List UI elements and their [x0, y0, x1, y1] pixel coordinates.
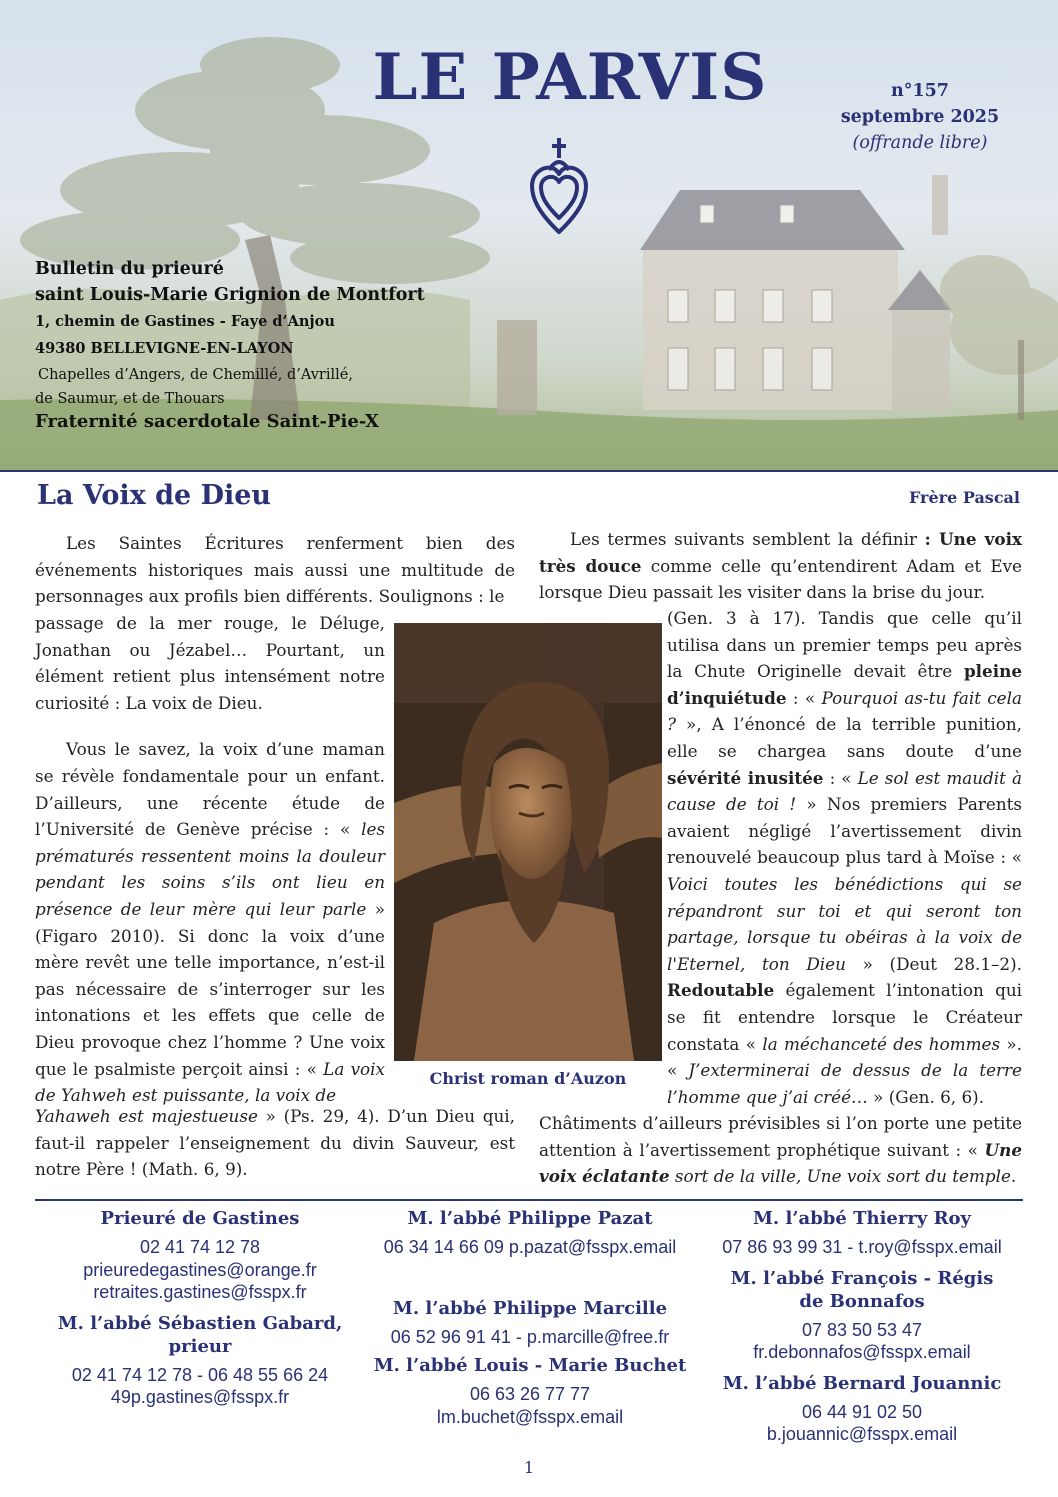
sacred-heart-icon — [528, 136, 590, 236]
article-text-left-top: Les Saintes Écritures renferment bien des événements historiques mais aussi une multitude de personnages aux profils bien différents. Soulignons : le — [35, 533, 515, 607]
christ-statue-photo — [394, 623, 662, 1061]
roy-contact: 07 86 93 99 31 - t.roy@fsspx.email — [722, 1237, 1002, 1257]
article-text-right-middle: (Gen. 3 à 17). Tandis que celle qu’il utilisa dans un premier temps peu après la Chute Originelle devait être pleine d’inquiétude : « Pourquoi as-tu fait cela ? », A l’énoncé de la terrible punition, elle se chargea sans doute d’une sévérité inusitée : « Le sol est maudit à cause de toi ! » Nos premiers Parents avaient négligé l’avertissement divin renouvelé beaucoup plus tard à Moïse : « Voici toutes les bénédictions qui se répandront sur toi et qui seront ton partage, lorsque tu obéiras à la voix de l'Eternel, ton Dieu » (Deut 28.1–2). Redoutable également l’intonation qui se fit entendre lorsque le Créateur constata « la méchanceté des hommes ». « J’exterminerai de dessus de la terre l’homme que j’ai créé… » (Gen. 6, 6). — [667, 608, 1023, 1107]
priory-name: Prieuré de Gastines — [100, 1208, 300, 1229]
prior-title: prieur — [168, 1335, 232, 1357]
pazat-contact: 06 34 14 66 09 p.pazat@fsspx.email — [383, 1237, 677, 1257]
issue-info — [835, 78, 1005, 156]
chapels-line-1: Chapelles d’Angers, de Chemillé, d’Avrillé, — [38, 367, 353, 383]
prior-phones: 02 41 74 12 78 - 06 48 55 66 24 — [71, 1364, 329, 1385]
address-line-1: Bulletin du prieuré — [35, 259, 224, 279]
article-text-left-bottom: Yahaweh est majestueuse » (Ps. 29, 4). D’un Dieu qui, faut-il rappeler l’enseignement du divin Sauveur, est notre Père ! (Math. 6, 9). — [35, 1106, 515, 1180]
contacts-column-3 — [697, 1207, 1027, 1446]
issue-date: septembre 2025 — [840, 107, 1000, 127]
address-city: 49380 BELLEVIGNE-EN-LAYON — [35, 340, 294, 357]
buchet-phone: 06 63 26 77 77 — [469, 1384, 591, 1404]
jouannic-name: M. l’abbé Bernard Jouannic — [722, 1372, 1002, 1394]
address-street: 1, chemin de Gastines - Faye d’Anjou — [35, 313, 335, 330]
jouannic-email: b.jouannic@fsspx.email — [766, 1424, 958, 1444]
article-text-right-top: Les termes suivants semblent la définir : Une voix très douce comme celle qu’entendirent Adam et Eve lorsque Dieu passait les visiter dans la brise du jour. — [539, 529, 1022, 603]
bonnafos-name-1: M. l’abbé François - Régis — [730, 1267, 994, 1289]
marcille-name: M. l’abbé Philippe Marcille — [392, 1297, 668, 1319]
priory-address — [35, 256, 425, 434]
article-text-right-bottom: Châtiments d’ailleurs prévisibles si l’on porte une petite attention à l’avertissement prophétique suivant : « Une voix éclatante sort de la ville, Une voix sort du temple. — [539, 1113, 1022, 1187]
address-line-2: saint Louis-Marie Grignion de Montfort — [35, 285, 425, 305]
article-text-left-middle: passage de la mer rouge, le Déluge, Jonathan ou Jézabel… Pourtant, un élément retient plus intensément notre curiosité : La voix de Dieu. Vous le savez, la voix d’une maman se révèle fondamentale pour un enfant. D’ailleurs, une récente étude de l’Université de Genève précise : « les prématurés ressentent moins la douleur pendant les soins s’ils ont lieu en présence de leur mère qui leur parle » (Figaro 2010). Si donc la voix d’une mère revêt une telle importance, n’est-il pas nécessaire de s’interroger sur les intonations et les effets que celle de Dieu provoque chez l’homme ? Une voix que le psalmiste perçoit ainsi : « La voix de Yahweh est puissante, la voix de — [35, 613, 386, 1106]
chapels-line-2: de Saumur, et de Thouars — [35, 391, 225, 407]
photo-caption: Christ roman d’Auzon — [429, 1069, 627, 1088]
jouannic-phone: 06 44 91 02 50 — [801, 1401, 923, 1422]
roy-name: M. l’abbé Thierry Roy — [752, 1208, 971, 1229]
issue-number: n°157 — [890, 81, 949, 101]
article-title: La Voix de Dieu — [37, 480, 272, 511]
article-author: Frère Pascal — [908, 488, 1020, 507]
buchet-email: lm.buchet@fsspx.email — [436, 1406, 624, 1427]
priory-phone: 02 41 74 12 78 — [139, 1237, 261, 1257]
bonnafos-phone: 07 83 50 53 47 — [801, 1319, 923, 1340]
marcille-contact: 06 52 96 91 41 - p.marcille@free.fr — [390, 1326, 670, 1347]
contacts-column-2 — [362, 1207, 698, 1428]
price-note: (offrande libre) — [852, 133, 988, 153]
header-rule — [0, 470, 1058, 472]
prior-email: 49p.gastines@fsspx.fr — [110, 1387, 290, 1407]
contacts-column-1 — [35, 1207, 365, 1417]
pazat-name: M. l’abbé Philippe Pazat — [407, 1208, 653, 1229]
priory-email-2: retraites.gastines@fsspx.fr — [93, 1282, 307, 1302]
bonnafos-name-2: de Bonnafos — [799, 1290, 925, 1312]
prior-name: M. l’abbé Sébastien Gabard, — [57, 1312, 343, 1334]
page-number: 1 — [523, 1458, 535, 1477]
buchet-name: M. l’abbé Louis - Marie Buchet — [373, 1355, 687, 1376]
masthead-title: LE PARVIS — [372, 40, 768, 115]
masthead — [0, 0, 1058, 470]
footer-rule — [35, 1199, 1023, 1201]
priory-email-1: prieuredegastines@orange.fr — [83, 1259, 317, 1280]
bonnafos-email: fr.debonnafos@fsspx.email — [753, 1342, 971, 1362]
fraternity-name: Fraternité sacerdotale Saint-Pie-X — [35, 411, 379, 432]
